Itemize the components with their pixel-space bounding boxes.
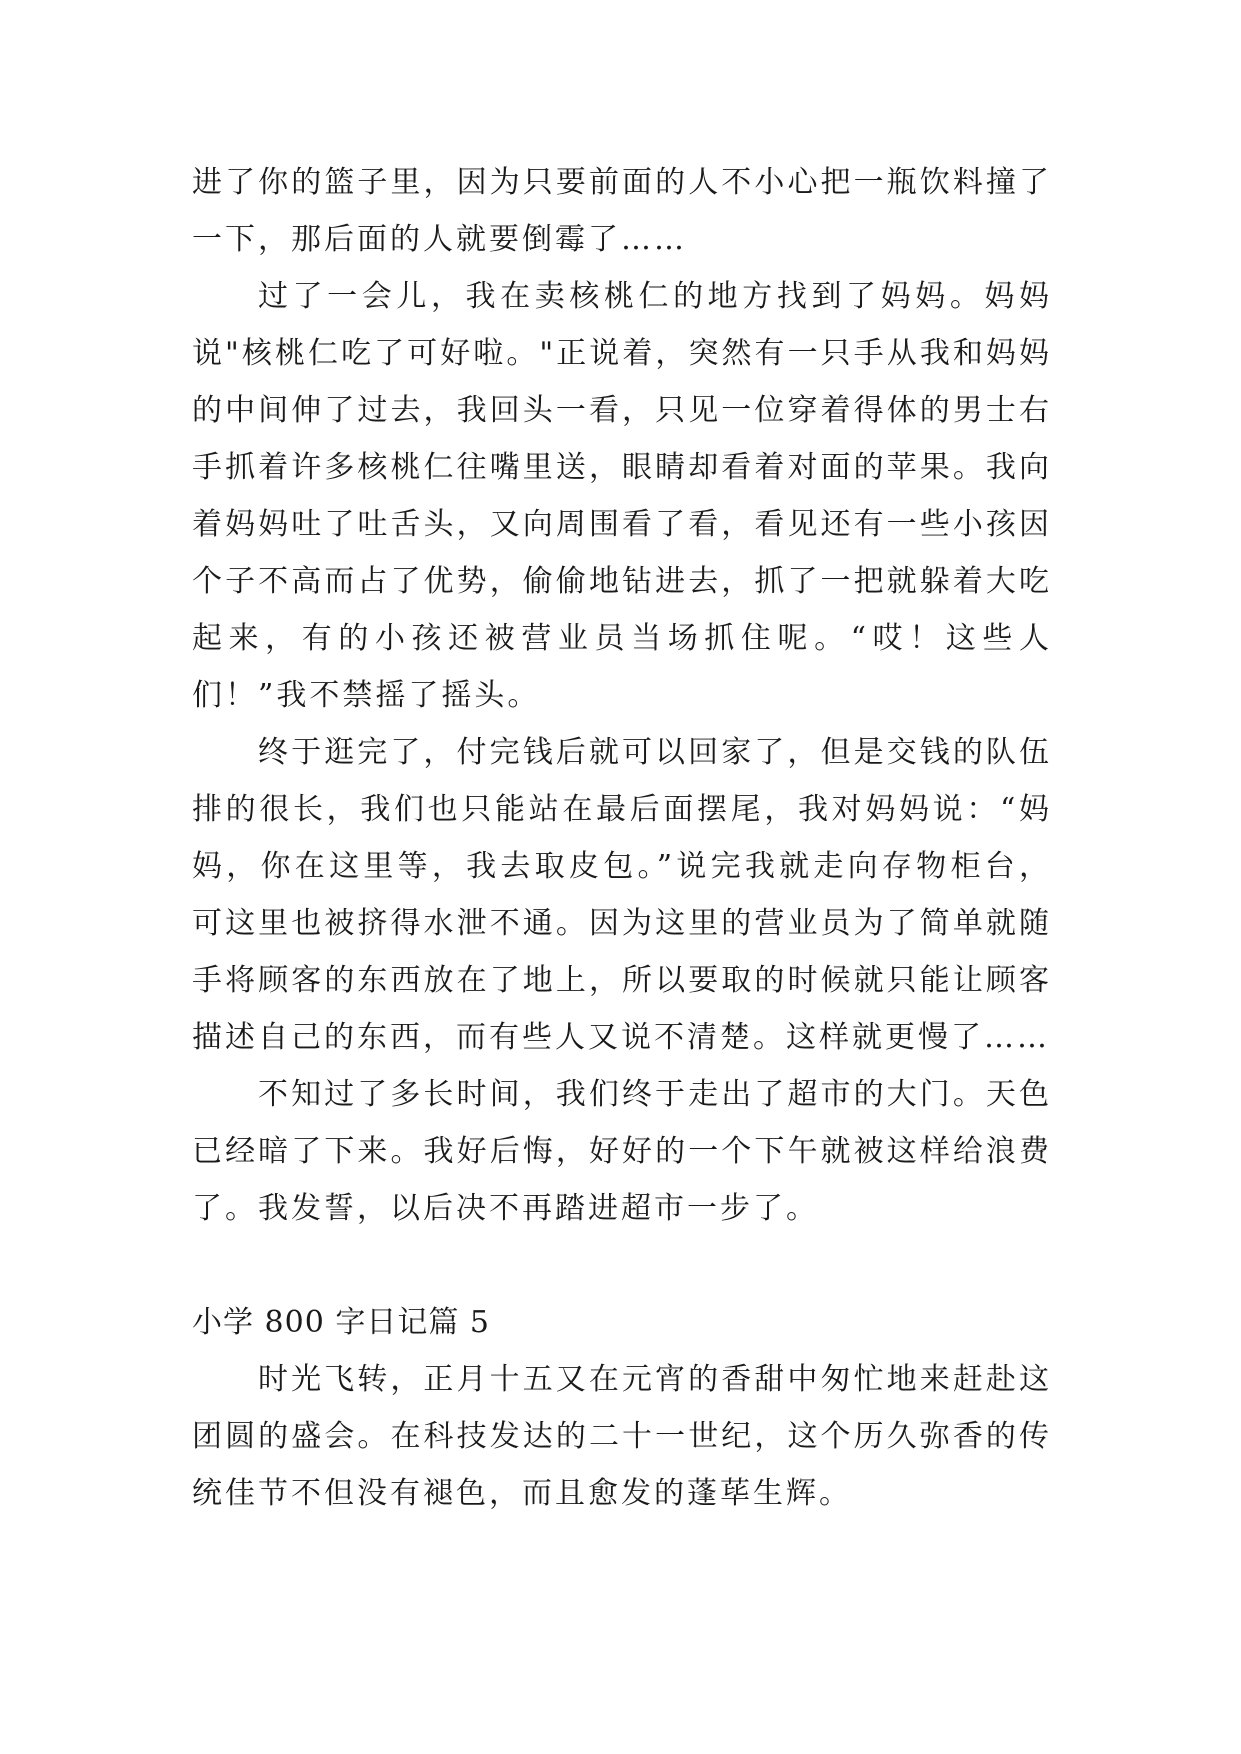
paragraph-continued: 进了你的篮子里，因为只要前面的人不小心把一瓶饮料撞了一下，那后面的人就要倒霉了…… (192, 165, 1052, 257)
paragraph-leaving: 不知过了多长时间，我们终于走出了超市的大门。天色已经暗了下来。我好后悔，好好的一个下午就被这样给浪费了。我发誓，以后决不再踏进超市一步了。 (192, 1077, 1052, 1226)
paragraph-checkout: 终于逛完了，付完钱后就可以回家了，但是交钱的队伍排的很长，我们也只能站在最后面摆尾，我对妈妈说：“妈妈，你在这里等，我去取皮包。”说完我就走向存物柜台，可这里也被挤得水泄不通。因为这里的营业员为了简单就随手将顾客的东西放在了地上，所以要取的时候就只能让顾客描述自己的东西，而有些人又说不清楚。这样就更慢了…… (192, 735, 1052, 1055)
section-title: 小学 800 字日记篇 5 (192, 1305, 490, 1340)
paragraph-walnut: 过了一会儿，我在卖核桃仁的地方找到了妈妈。妈妈说"核桃仁吃了可好啦。"正说着，突然有一只手从我和妈妈的中间伸了过去，我回头一看，只见一位穿着得体的男士右手抓着许多核桃仁往嘴里送，眼睛却看着对面的苹果。我向着妈妈吐了吐舌头，又向周围看了看，看见还有一些小孩因个子不高而占了优势，偷偷地钻进去，抓了一把就躲着大吃起来，有的小孩还被营业员当场抓住呢。“哎！这些人们！”我不禁摇了摇头。 (192, 279, 1052, 713)
paragraph-lantern-festival: 时光飞转，正月十五又在元宵的香甜中匆忙地来赶赴这团圆的盛会。在科技发达的二十一世纪，这个历久弥香的传统佳节不但没有褪色，而且愈发的蓬荜生辉。 (192, 1362, 1052, 1511)
section-spacer (192, 1237, 1052, 1294)
document-body (192, 154, 1052, 1522)
